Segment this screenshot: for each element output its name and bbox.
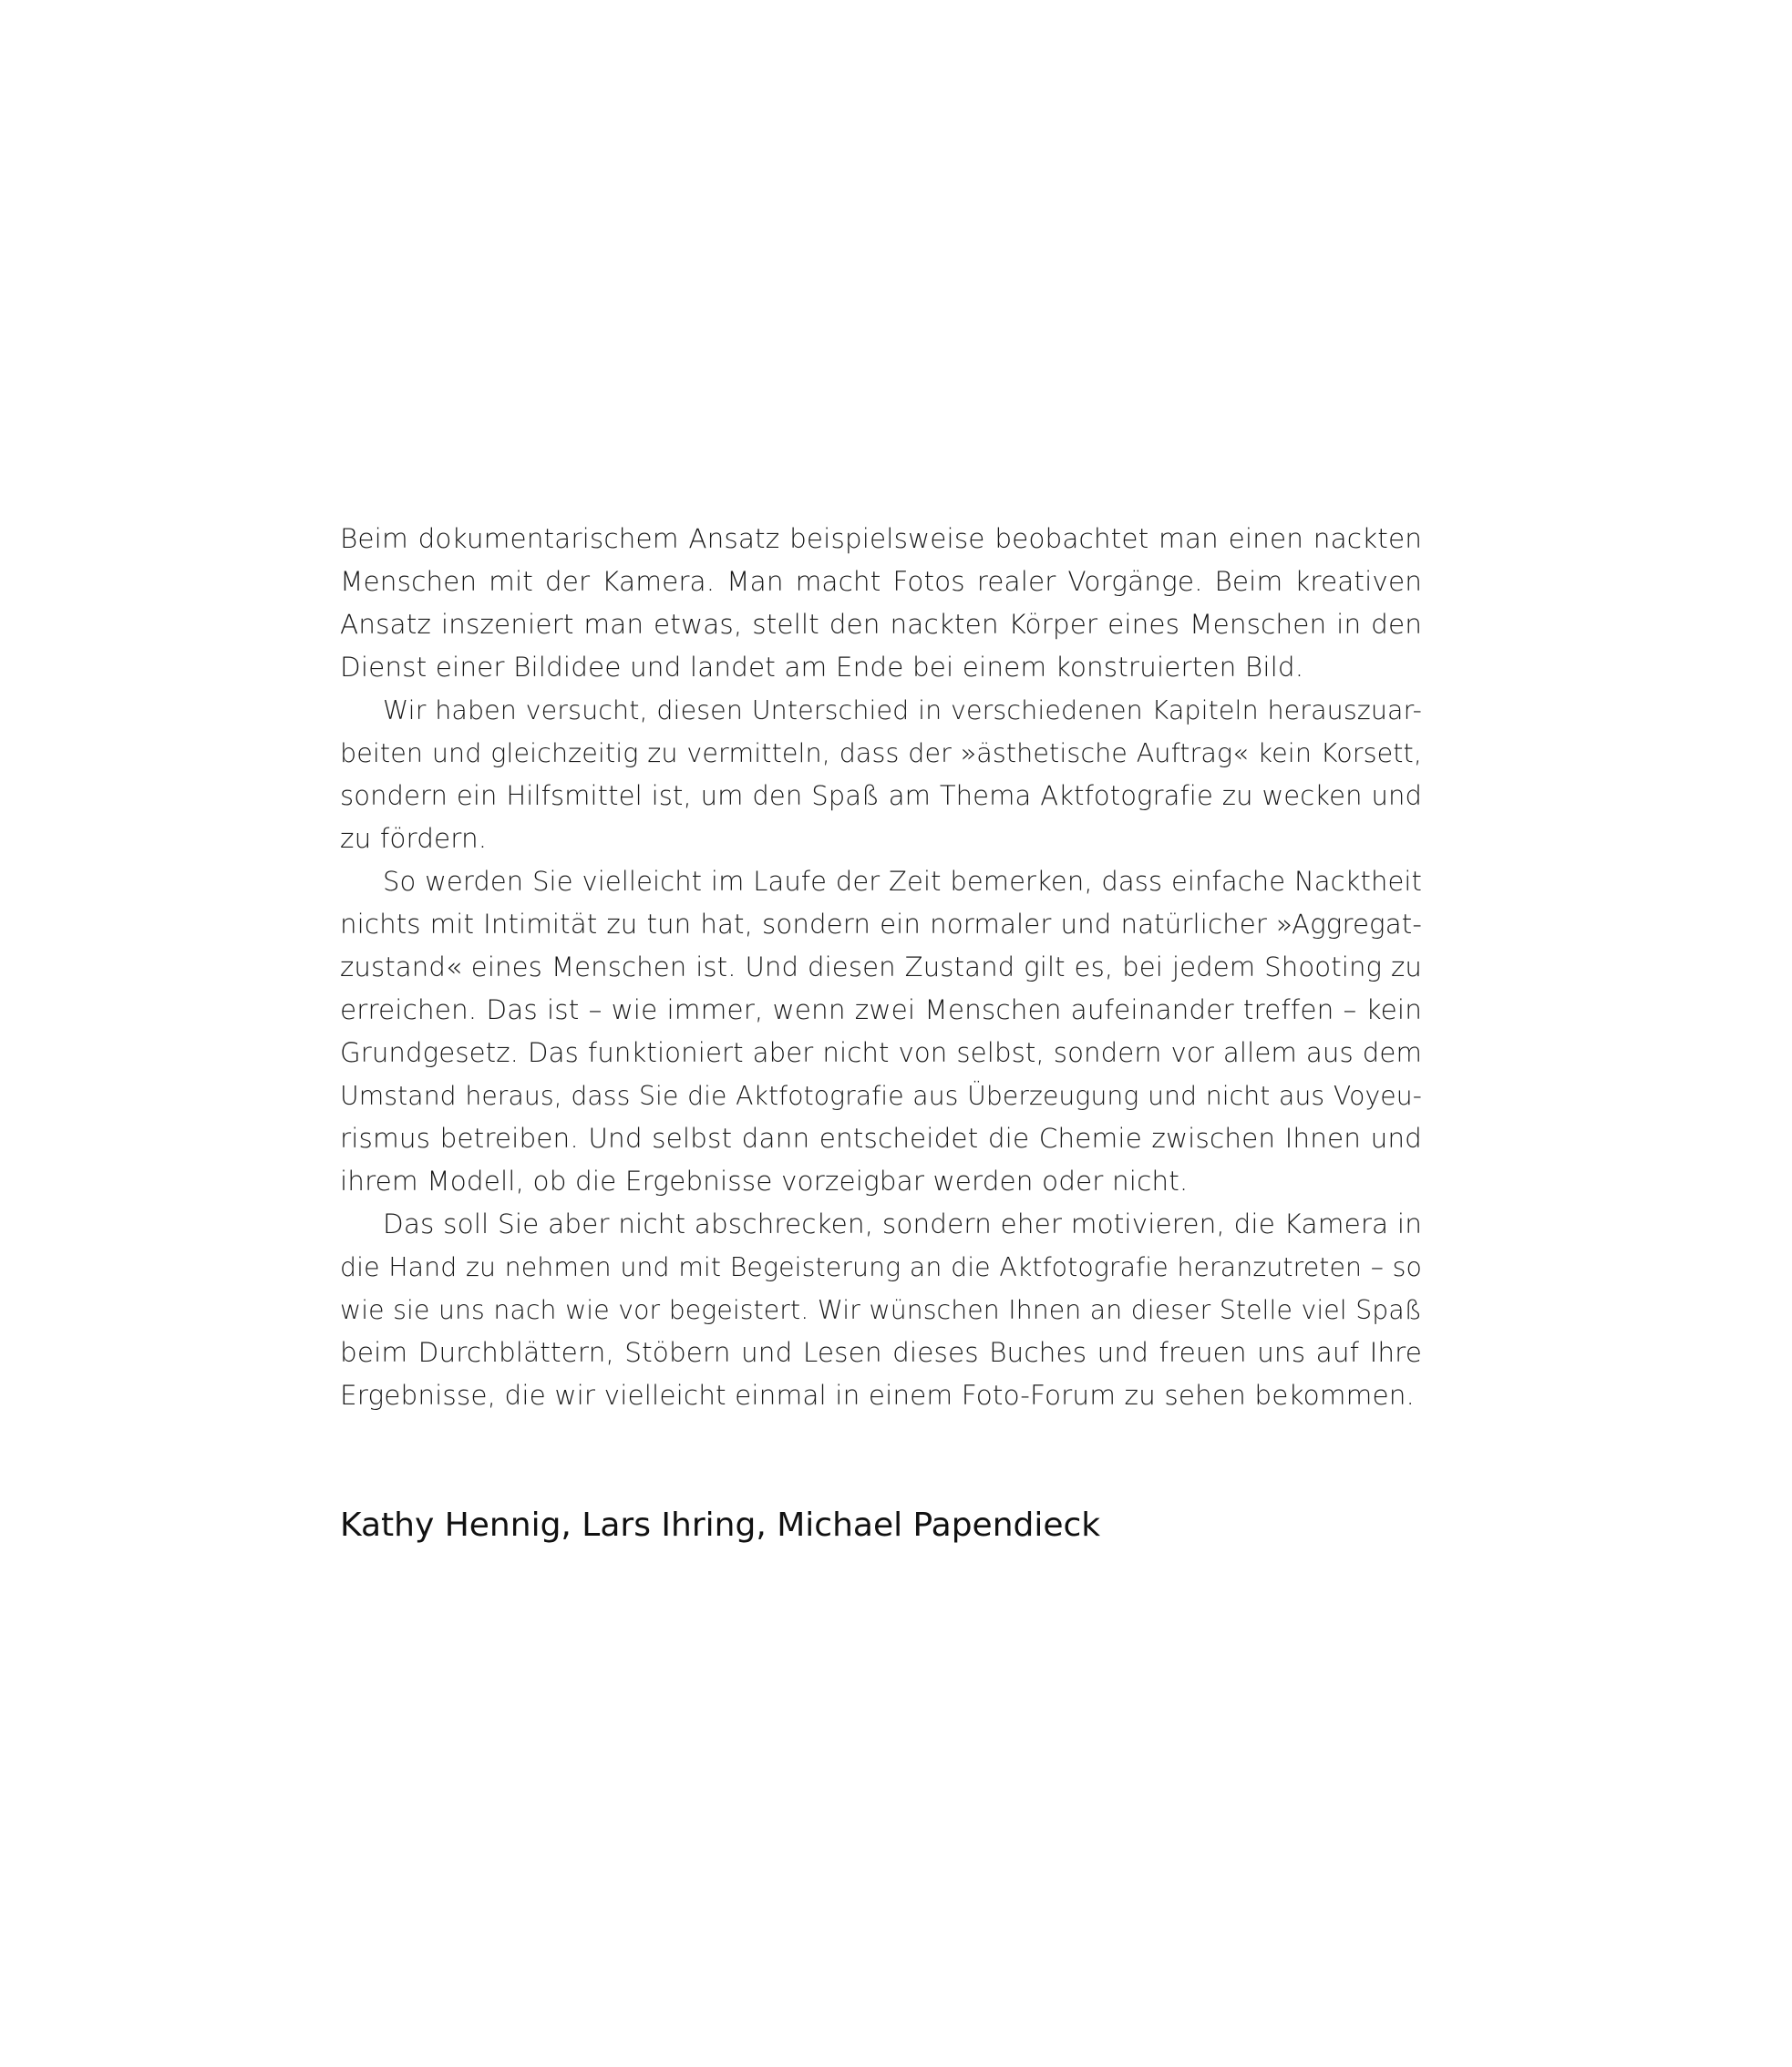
text-line: Wir haben versucht, diesen Unterschied in verschiedenen Kapiteln herauszuar- [383,695,1422,725]
text-line: Menschen mit der Kamera. Man macht Fotos realer Vorgänge. Beim kreativen [340,566,1422,597]
text-line: sondern ein Hilfsmittel ist, um den Spaß am Thema Aktfotografie zu wecken und [340,780,1422,811]
text-line: Ansatz inszeniert man etwas, stellt den nackten Körper eines Menschen in den [340,609,1422,640]
text-line: nichts mit Intimität zu tun hat, sondern ein normaler und natürlicher »Aggregat- [340,909,1422,940]
text-line: beim Durchblättern, Stöbern und Lesen dieses Buches und freuen uns auf Ihre [340,1337,1422,1368]
text-line: rismus betreiben. Und selbst dann entscheidet die Chemie zwischen Ihnen und [340,1123,1422,1154]
text-line: wie sie uns nach wie vor begeistert. Wir wünschen Ihnen an dieser Stelle viel Spaß [340,1295,1422,1325]
foreword-body [340,518,1422,1417]
text-line: Umstand heraus, dass Sie die Aktfotografie aus Überzeugung und nicht aus Voyeu- [340,1081,1422,1111]
text-line: Ergebnisse, die wir vielleicht einmal in einem Foto-Forum zu sehen bekommen. [340,1380,1415,1411]
text-line: Beim dokumentarischem Ansatz beispielsweise beobachtet man einen nackten [340,523,1422,554]
text-line: die Hand zu nehmen und mit Begeisterung an die Aktfotografie heranzutreten – so [340,1252,1422,1282]
text-line: zustand« eines Menschen ist. Und diesen Zustand gilt es, bei jedem Shooting zu [340,951,1422,982]
text-line: ihrem Modell, ob die Ergebnisse vorzeigbar werden oder nicht. [340,1166,1189,1197]
paragraph-3 [340,860,1422,1203]
paragraph-1 [340,518,1422,689]
author-signature: Kathy Hennig, Lars Ihring, Michael Papendieck [340,1507,1101,1544]
text-line: beiten und gleichzeitig zu vermitteln, dass der »ästhetische Auftrag« kein Korsett, [340,737,1422,768]
paragraph-2 [340,689,1422,860]
text-line: Dienst einer Bildidee und landet am Ende bei einem konstruierten Bild. [340,652,1304,683]
text-line: zu fördern. [340,823,488,854]
text-line: Das soll Sie aber nicht abschrecken, sondern eher motivieren, die Kamera in [383,1208,1422,1239]
text-line: So werden Sie vielleicht im Laufe der Zeit bemerken, dass einfache Nacktheit [383,866,1422,897]
paragraph-4 [340,1203,1422,1417]
text-line: Grundgesetz. Das funktioniert aber nicht von selbst, sondern vor allem aus dem [340,1037,1422,1068]
text-line: erreichen. Das ist – wie immer, wenn zwei Menschen aufeinander treffen – kein [340,994,1422,1025]
